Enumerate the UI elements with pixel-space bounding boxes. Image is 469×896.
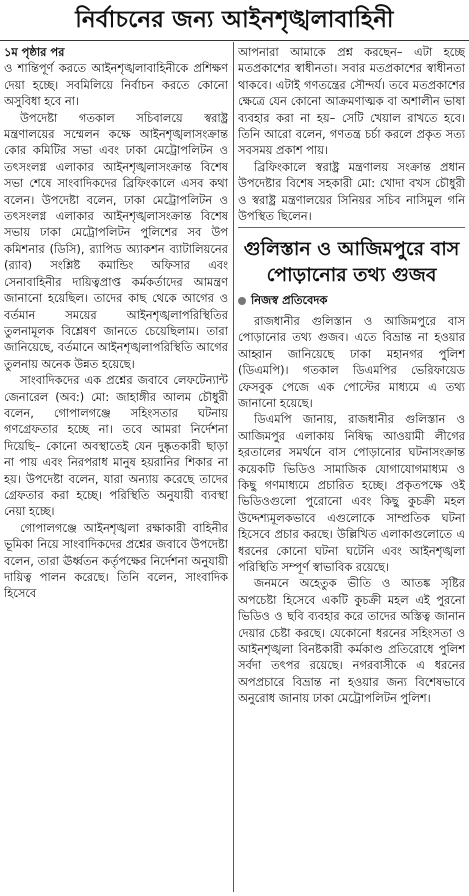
paragraph: সাংবাদিকদের এক প্রশ্নের জবাবে লেফটেন্যান্ট জেনারেল (অব:) মো: জাহাঙ্গীর আলম চৌধুরী বলেন, গোপালগঞ্জে সহিংসতার ঘটনায় গণগ্রেফতার হচ্ছে না। তবে আমরা নির্দেশনা দিয়েছি– কোনো অবস্থাতেই যেন দুষ্কৃতকারী ছাড়া না পায় এবং নিরপরাধ মানুষ হয়রানির শিকার না হয়। উপদেষ্টা বলেন, যারা অন্যায় করেছে তাদের গ্রেফতার করা হচ্ছে। পরিস্থিতি অনুযায়ী ব্যবস্থা নেয়া হচ্ছে। [4,373,228,519]
right-column [238,44,465,894]
paragraph: রাজধানীর গুলিস্তান ও আজিমপুরে বাস পোড়ানোর তথ্য গুজব। এতে বিভ্রান্ত না হওয়ার আহ্বান জানিয়েছে ঢাকা মহানগর পুলিশ (ডিএমপি)। গতকাল ডিএমপির ভেরিফায়েড ফেসবুক পেজে এক পোস্টের মাধ্যমে এ তথ্য জানানো হয়েছে। [238,313,465,410]
paragraph: উপদেষ্টা গতকাল সচিবালয়ে স্বরাষ্ট্র মন্ত্রণালয়ের সম্মেলন কক্ষে আইনশৃঙ্খলাসংক্রান্ত কোর কমিটির সভা এবং ঢাকা মেট্রোপলিটন ও তৎসংলগ্ন এলাকার আইনশৃঙ্খলাসংক্রান্ত বিশেষ সভা শেষে সাংবাদিকদের ব্রিফিংকালে এসব কথা বলেন। উপদেষ্টা বলেন, ঢাকা মেট্রোপলিটন ও তৎসংলগ্ন এলাকার আইনশৃঙ্খলাসংক্রান্ত বিশেষ সভায় ঢাকা মেট্রোপলিটন পুলিশের সব উপ কমিশনার (ডিসি), র‍্যাপিড অ্যাকশন ব্যাটালিয়নের (র‍্যাব) সংশ্লিষ্ট কমান্ডিং অফিসার এবং সেনাবাহিনীর দায়িত্বপ্রাপ্ত কর্মকর্তাদের আমন্ত্রণ জানানো হয়েছিল। তাদের কাছ থেকে আগের ও বর্তমান সময়ের আইনশৃঙ্খলাপরিস্থিতির তুলনামূলক বিশ্লেষণ জানতে চেয়েছিলাম। তারা জানিয়েছে, বর্তমানে আইনশৃঙ্খলাপরিস্থিতি আগের তুলনায় অনেক উন্নত হয়েছে। [4,110,228,371]
paragraph: ও শান্তিপূর্ণ করতে আইনশৃঙ্খলাবাহিনীকে প্রশিক্ষণ দেয়া হচ্ছে। সবমিলিয়ে নির্বাচন করতে কোনো অসুবিধা হবে না। [4,61,228,109]
continued-label: ১ম পৃষ্ঠার পর [4,45,65,59]
section-rule [238,227,465,228]
left-column [4,44,228,894]
paragraph [4,44,228,60]
paragraph: ব্রিফিংকালে স্বরাষ্ট্র মন্ত্রণালয় সংক্রান্ত প্রধান উপদেষ্টার বিশেষ সহকারী মো: খোদা বখস চৌধুরী ও স্বরাষ্ট্র মন্ত্রণালয়ের সিনিয়র সচিব নাসিমুল গনি উপস্থিত ছিলেন। [238,159,465,224]
paragraph: ডিএমপি জানায়, রাজধানীর গুলিস্তান ও আজিমপুর এলাকায় নিষিদ্ধ আওয়ামী লীগের হরতালের সমর্থনে বাস পোড়ানোর ঘটনাসংক্রান্ত কয়েকটি ভিডিও সামাজিক যোগাযোগমাধ্যম ও কিছু গণমাধ্যমে প্রচারিত হচ্ছে। প্রকৃতপক্ষে ওই ভিডিওগুলো পুরোনো এবং কিছু কুচক্রী মহল উদ্দেশ্যমূলকভাবে এগুলোকে সাম্প্রতিক ঘটনা হিসেবে প্রচার করছে। উল্লিখিত এলাকাগুলোতে এ ধরনের কোনো ঘটনা ঘটেনি এবং আইনশৃঙ্খলা পরিস্থিতি সম্পূর্ণ স্বাভাবিক রয়েছে। [238,412,465,574]
headline: নির্বাচনের জন্য আইনশৃঙ্খলাবাহিনী [0,0,469,41]
sub-headline: গুলিস্তান ও আজিমপুরে বাস পোড়ানোর তথ্য গুজব [243,238,460,287]
byline-text: নিজস্ব প্রতিবেদক [251,293,328,308]
paragraph: জনমনে অহেতুক ভীতি ও আতঙ্ক সৃষ্টির অপচেষ্টা হিসেবে একটি কুচক্রী মহল এই পুরনো ভিডিও ও ছবি ব্যবহার করে তাদের অস্তিত্ব জানান দেয়ার চেষ্টা করছে। যেকোনো ধরনের সহিংসতা ও আইনশৃঙ্খলা বিনষ্টকারী কর্মকাণ্ড প্রতিরোধে পুলিশ সর্বদা তৎপর রয়েছে। নগরবাসীকে এ ধরনের অপপ্রচারে বিভ্রান্ত না হওয়ার জন্য বিশেষভাবে অনুরোধ জানায় ঢাকা মেট্রোপলিটন পুলিশ। [238,576,465,706]
bullet-icon [238,297,246,305]
paragraph: গোপালগঞ্জে আইনশৃঙ্খলা রক্ষাকারী বাহিনীর ভূমিকা নিয়ে সাংবাদিকদের প্রশ্নের জবাবে উপদেষ্টা বলেন, তারা ঊর্ধ্বতন কর্তৃপক্ষের নির্দেশনা অনুযায়ী দায়িত্ব পালন করেছে। তিনি বলেন, সাংবাদিক হিসেবে [4,520,228,601]
column-divider [233,42,234,892]
byline [238,292,465,308]
paragraph: আপনারা আমাকে প্রশ্ন করছেন– এটা হচ্ছে মতপ্রকাশের স্বাধীনতা। সবার মতপ্রকাশের স্বাধীনতা থাকবে। এটাই গণতন্ত্রের সৌন্দর্য। তবে মতপ্রকাশের ক্ষেত্রে যেন কোনো আক্রমণাত্মক বা অশালীন ভাষা ব্যবহার করা না হয়– সেটি খেয়াল রাখতে হবে। তিনি আরো বলেন, গণতন্ত্র চর্চা করলে প্রকৃত সত্য সবসময় প্রকাশ পায়। [238,45,465,158]
